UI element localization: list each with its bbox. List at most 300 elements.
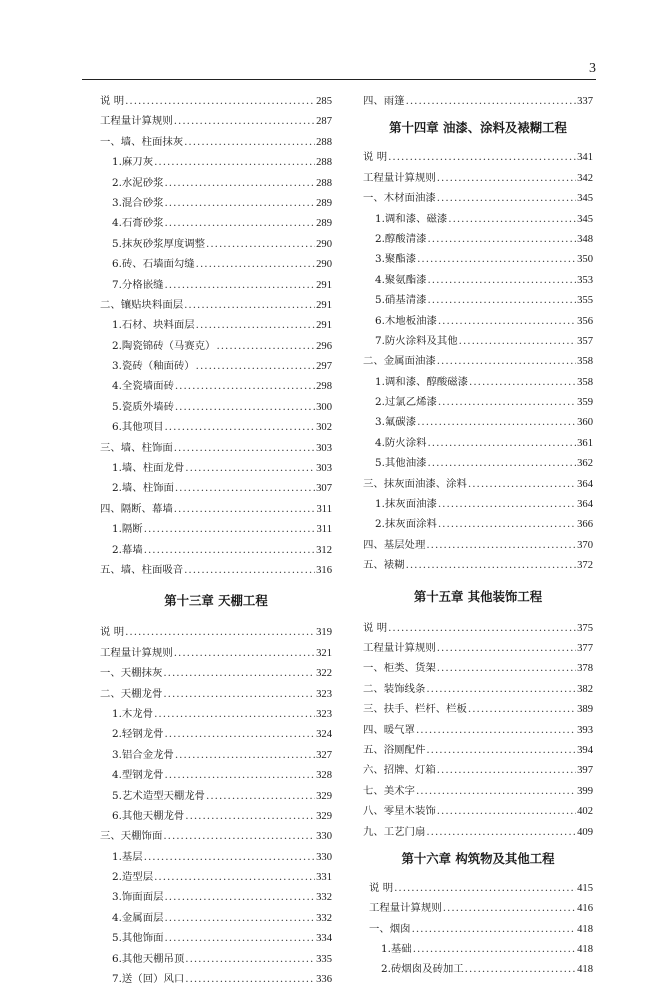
toc-entry-page: 288 (316, 157, 332, 169)
dot-leader (417, 412, 576, 432)
toc-entry-page: 378 (577, 663, 593, 675)
toc-entry (100, 684, 332, 704)
toc-entry (369, 878, 593, 898)
toc-entry-label: 4.聚氨酯漆 (375, 273, 427, 286)
toc-entry-page: 322 (316, 668, 332, 680)
toc-entry (363, 740, 593, 760)
toc-entry (363, 290, 593, 310)
toc-entry (363, 209, 593, 229)
toc-entry-page: 399 (577, 785, 593, 797)
dot-leader (406, 91, 577, 111)
dot-leader (438, 494, 576, 514)
dot-leader (469, 372, 576, 392)
toc-entry-page: 353 (577, 274, 593, 286)
toc-entry-label: 一、天棚抹灰 (100, 667, 163, 680)
toc-entry-page: 316 (316, 564, 332, 576)
dot-leader (164, 887, 315, 907)
toc-entry-page: 291 (316, 279, 332, 291)
dot-leader (164, 275, 315, 295)
toc-entry (100, 560, 332, 580)
toc-entry-label: 说 明 (363, 151, 388, 164)
toc-entry-page: 287 (316, 116, 332, 128)
toc-left-column (100, 91, 332, 989)
toc-entry-page: 291 (316, 320, 332, 332)
toc-entry-page: 334 (316, 933, 332, 945)
toc-entry-label: 4.型钢龙骨 (112, 769, 164, 782)
toc-entry-page: 324 (316, 729, 332, 741)
dot-leader (426, 740, 576, 760)
toc-entry (100, 417, 332, 437)
toc-entry (100, 438, 332, 458)
toc-entry (369, 959, 593, 979)
toc-entry (363, 618, 593, 638)
toc-entry-label: 2.醇酸清漆 (375, 232, 427, 245)
toc-entry-page: 358 (577, 356, 593, 368)
toc-entry (100, 847, 332, 867)
toc-entry-page: 300 (316, 401, 332, 413)
toc-entry-page: 331 (316, 872, 332, 884)
toc-entry-label: 4.金属面层 (112, 911, 164, 924)
dot-leader (443, 898, 576, 918)
toc-entry-label: 说 明 (363, 621, 388, 634)
dot-leader (164, 908, 315, 928)
toc-entry-label: 6.其他天棚龙骨 (112, 809, 185, 822)
toc-entry-label: 一、烟囱 (369, 922, 411, 935)
toc-entry (100, 254, 332, 274)
toc-entry (363, 658, 593, 678)
toc-entry-label: 5.艺术造型天棚龙骨 (112, 789, 206, 802)
dot-leader (437, 760, 576, 780)
toc-entry-label: 1.调和漆、磁漆 (375, 212, 448, 225)
toc-entry-label: 说 明 (369, 881, 394, 894)
toc-entry-label: 一、木材面油漆 (363, 192, 436, 205)
toc-entry-label: 二、装饰线条 (363, 682, 426, 695)
toc-entry-label: 工程量计算规则 (369, 902, 442, 915)
toc-entry (100, 376, 332, 396)
dot-leader (437, 638, 576, 658)
toc-entry (100, 397, 332, 417)
toc-entry (363, 555, 593, 575)
toc-entry (363, 351, 593, 371)
toc-entry-label: 五、裱糊 (363, 559, 405, 572)
toc-entry-label: 4.防火涂料 (375, 436, 427, 449)
toc-entry-page: 290 (316, 238, 332, 250)
toc-entry-label: 工程量计算规则 (100, 115, 173, 128)
dot-leader (406, 555, 577, 575)
toc-entry-page: 332 (316, 912, 332, 924)
dot-leader (196, 315, 315, 335)
page-number: 3 (589, 61, 596, 76)
toc-entry-label: 5.瓷质外墙砖 (112, 400, 174, 413)
dot-leader (154, 152, 315, 172)
chapter-13-title: 第十三章 天棚工程 (164, 593, 268, 609)
toc-entry (363, 822, 593, 842)
dot-leader (438, 514, 576, 534)
toc-entry-label: 工程量计算规则 (363, 641, 436, 654)
toc-entry-label: 5.其他油漆 (375, 457, 427, 470)
toc-entry-label: 7.分格嵌缝 (112, 278, 164, 291)
toc-entry-page: 332 (316, 892, 332, 904)
dot-leader (437, 351, 576, 371)
dot-leader (437, 168, 576, 188)
toc-entry (363, 249, 593, 269)
toc-entry (369, 898, 593, 918)
toc-entry (363, 147, 593, 167)
toc-entry-label: 说 明 (100, 95, 125, 107)
dot-leader (427, 229, 576, 249)
toc-entry-page: 342 (577, 172, 593, 184)
toc-entry-label: 6.其他天棚吊顶 (112, 952, 185, 965)
dot-leader (164, 193, 315, 213)
toc-entry (363, 188, 593, 208)
toc-entry-label: 2.造型层 (112, 871, 154, 884)
toc-entry-page: 337 (577, 96, 593, 107)
dot-leader (437, 658, 576, 678)
toc-entry-label: 6.其他项目 (112, 421, 164, 434)
toc-entry (100, 111, 332, 131)
dot-leader (216, 336, 315, 356)
toc-entry-page: 361 (577, 437, 593, 449)
toc-entry-page: 389 (577, 704, 593, 716)
toc-entry-page: 375 (577, 622, 593, 634)
toc-entry (363, 168, 593, 188)
toc-entry-page: 323 (316, 708, 332, 720)
toc-entry-page: 350 (577, 254, 593, 266)
toc-entry (363, 514, 593, 534)
toc-entry-page: 291 (316, 299, 332, 311)
dot-leader (175, 397, 315, 417)
toc-entry-label: 5.抹灰砂浆厚度调整 (112, 237, 206, 250)
header-rule (82, 79, 596, 80)
toc-entry-label: 二、金属面油漆 (363, 355, 436, 368)
toc-entry-label: 6.木地板油漆 (375, 314, 437, 327)
toc-group (100, 91, 332, 580)
toc-entry-label: 二、镶贴块料面层 (100, 298, 184, 311)
toc-group (363, 878, 593, 980)
dot-leader (164, 765, 315, 785)
toc-entry-page: 289 (316, 218, 332, 230)
toc-entry (100, 356, 332, 376)
toc-entry (100, 908, 332, 928)
dot-leader (175, 745, 315, 765)
dot-leader (448, 209, 576, 229)
toc-group (363, 91, 593, 111)
dot-leader (465, 959, 576, 979)
toc-entry (100, 724, 332, 744)
toc-entry (363, 412, 593, 432)
toc-entry-page: 366 (577, 519, 593, 531)
toc-entry-label: 一、墙、柱面抹灰 (100, 135, 184, 148)
toc-entry-page: 329 (316, 810, 332, 822)
dot-leader (459, 331, 576, 351)
toc-entry-label: 5.其他饰面 (112, 932, 164, 945)
dot-leader (144, 519, 316, 539)
dot-leader (185, 969, 315, 989)
toc-entry (363, 372, 593, 392)
dot-leader (427, 453, 576, 473)
toc-entry-page: 329 (316, 790, 332, 802)
dot-leader (426, 679, 576, 699)
toc-entry-page: 302 (316, 422, 332, 434)
toc-entry-page: 311 (316, 503, 332, 515)
toc-entry (100, 458, 332, 478)
toc-entry-page: 336 (316, 974, 332, 986)
toc-entry-page: 359 (577, 397, 593, 409)
toc-entry-label: 四、基层处理 (363, 538, 426, 551)
toc-entry-label: 2.过氯乙烯漆 (375, 396, 437, 409)
toc-entry (100, 765, 332, 785)
dot-leader (437, 188, 576, 208)
toc-group (100, 622, 332, 989)
toc-entry-label: 八、零星木装饰 (363, 805, 436, 818)
toc-entry-page: 312 (316, 544, 332, 556)
dot-leader (174, 438, 315, 458)
dot-leader (185, 806, 315, 826)
toc-entry-label: 1.墙、柱面龙骨 (112, 462, 185, 475)
toc-entry (100, 234, 332, 254)
dot-leader (125, 91, 315, 111)
toc-entry-label: 三、墙、柱饰面 (100, 441, 173, 454)
toc-right-column (363, 91, 593, 980)
dot-leader (416, 781, 576, 801)
toc-entry-label: 2.水泥砂浆 (112, 176, 164, 189)
toc-entry (100, 275, 332, 295)
toc-entry-page: 409 (577, 826, 593, 838)
toc-entry-page: 377 (577, 642, 593, 654)
toc-entry-label: 5.硝基清漆 (375, 294, 427, 307)
dot-leader (174, 643, 315, 663)
toc-entry-page: 416 (577, 903, 593, 915)
dot-leader (185, 458, 315, 478)
toc-entry (100, 336, 332, 356)
toc-entry-page: 345 (577, 193, 593, 205)
toc-entry (363, 311, 593, 331)
toc-entry-page: 311 (316, 524, 332, 536)
toc-entry (100, 152, 332, 172)
toc-entry-page: 418 (577, 944, 593, 956)
toc-entry-page: 319 (316, 627, 332, 639)
toc-entry-page: 364 (577, 478, 593, 490)
toc-entry-label: 4.全瓷墙面砖 (112, 380, 174, 393)
toc-entry-page: 382 (577, 683, 593, 695)
toc-entry-page: 297 (316, 361, 332, 373)
toc-entry-page: 289 (316, 197, 332, 209)
toc-entry-page: 397 (577, 765, 593, 777)
toc-entry-page: 288 (316, 136, 332, 148)
toc-entry-label: 1.抹灰面油漆 (375, 498, 437, 511)
toc-entry (369, 939, 593, 959)
toc-entry-page: 345 (577, 213, 593, 225)
toc-entry-label: 1.调和漆、醇酸磁漆 (375, 375, 469, 388)
dot-leader (125, 622, 315, 642)
toc-entry-page: 418 (577, 964, 593, 976)
toc-entry (363, 679, 593, 699)
toc-entry-label: 2.抹灰面涂料 (375, 518, 437, 531)
toc-entry-page: 328 (316, 770, 332, 782)
toc-entry-page: 370 (577, 539, 593, 551)
toc-entry-page: 362 (577, 458, 593, 470)
toc-entry-page: 402 (577, 806, 593, 818)
toc-group (363, 618, 593, 842)
toc-entry-page: 418 (577, 923, 593, 935)
toc-entry (363, 638, 593, 658)
dot-leader (413, 939, 576, 959)
dot-leader (468, 474, 576, 494)
dot-leader (164, 928, 315, 948)
dot-leader (164, 417, 315, 437)
toc-entry-label: 工程量计算规则 (100, 646, 173, 659)
toc-entry-label: 3.聚酯漆 (375, 253, 417, 266)
toc-entry-page: 393 (577, 724, 593, 736)
toc-entry-page: 323 (316, 688, 332, 700)
toc-entry-label: 三、天棚饰面 (100, 830, 163, 843)
toc-entry (100, 478, 332, 498)
toc-entry-label: 九、工艺门扇 (363, 825, 426, 838)
dot-leader (163, 684, 315, 704)
toc-entry (100, 193, 332, 213)
dot-leader (206, 234, 315, 254)
toc-entry-label: 三、扶手、栏杆、栏板 (363, 703, 467, 716)
toc-entry-page: 330 (316, 851, 332, 863)
toc-entry-page: 296 (316, 340, 332, 352)
toc-entry (100, 519, 332, 539)
toc-entry-page: 303 (316, 442, 332, 454)
dot-leader (184, 295, 315, 315)
toc-entry (100, 173, 332, 193)
toc-entry (100, 826, 332, 846)
toc-entry-label: 一、柜类、货架 (363, 662, 436, 675)
dot-leader (154, 704, 315, 724)
chapter-14-title: 第十四章 油漆、涂料及裱糊工程 (389, 120, 567, 136)
toc-entry (363, 433, 593, 453)
toc-entry (100, 213, 332, 233)
dot-leader (417, 249, 576, 269)
toc-entry-label: 2.陶瓷锦砖（马赛克） (112, 339, 216, 352)
dot-leader (438, 311, 576, 331)
toc-entry-label: 7.防火涂料及其他 (375, 334, 458, 347)
toc-entry (100, 132, 332, 152)
dot-leader (416, 720, 576, 740)
toc-entry-page: 341 (577, 152, 593, 164)
toc-entry (363, 474, 593, 494)
toc-entry-label: 1.麻刀灰 (112, 156, 154, 169)
toc-entry-label: 3.饰面面层 (112, 891, 164, 904)
toc-entry-page: 372 (577, 560, 593, 572)
toc-entry-label: 三、抹灰面油漆、涂料 (363, 477, 467, 490)
toc-entry (363, 494, 593, 514)
toc-entry (100, 928, 332, 948)
dot-leader (174, 499, 316, 519)
toc-entry-page: 360 (577, 417, 593, 429)
toc-entry-page: 364 (577, 499, 593, 511)
toc-entry (100, 663, 332, 683)
chapter-15-title: 第十五章 其他装饰工程 (413, 588, 543, 604)
toc-entry-page: 321 (316, 647, 332, 659)
toc-entry (100, 295, 332, 315)
toc-entry-label: 工程量计算规则 (363, 171, 436, 184)
toc-entry (100, 969, 332, 989)
toc-entry (100, 540, 332, 560)
dot-leader (427, 290, 576, 310)
dot-leader (164, 173, 315, 193)
toc-entry (100, 704, 332, 724)
toc-entry (363, 720, 593, 740)
dot-leader (164, 213, 315, 233)
toc-entry-label: 五、浴厕配件 (363, 743, 426, 756)
dot-leader (426, 822, 576, 842)
toc-entry (100, 887, 332, 907)
toc-entry-page: 348 (577, 233, 593, 245)
toc-entry-page: 357 (577, 335, 593, 347)
chapter-16-title: 第十六章 构筑物及其他工程 (401, 850, 555, 866)
toc-entry-label: 四、隔断、幕墙 (100, 502, 173, 515)
dot-leader (468, 699, 576, 719)
dot-leader (427, 433, 576, 453)
dot-leader (174, 111, 315, 131)
dot-leader (196, 254, 315, 274)
toc-entry (100, 786, 332, 806)
dot-leader (196, 356, 315, 376)
toc-entry-page: 290 (316, 259, 332, 271)
toc-entry-label: 2.墙、柱饰面 (112, 482, 174, 495)
toc-entry-page: 355 (577, 295, 593, 307)
toc-entry-page: 356 (577, 315, 593, 327)
toc-entry-page: 358 (577, 376, 593, 388)
toc-entry (363, 535, 593, 555)
toc-entry-page: 288 (316, 177, 332, 189)
toc-entry (363, 229, 593, 249)
dot-leader (144, 540, 315, 560)
toc-entry (363, 760, 593, 780)
toc-entry-label: 五、墙、柱面吸音 (100, 563, 184, 576)
dot-leader (163, 826, 315, 846)
dot-leader (388, 618, 576, 638)
dot-leader (185, 949, 315, 969)
dot-leader (206, 786, 315, 806)
toc-entry (363, 392, 593, 412)
toc-entry-label: 1.石材、块料面层 (112, 319, 195, 332)
dot-leader (437, 801, 576, 821)
toc-entry (363, 331, 593, 351)
toc-entry-label: 四、雨篷 (363, 95, 405, 107)
toc-entry-label: 2.砖烟囱及砖加工 (381, 963, 464, 976)
toc-entry-label: 七、美术字 (363, 784, 415, 797)
dot-leader (412, 919, 577, 939)
toc-entry-label: 1.基层 (112, 850, 143, 863)
toc-entry (100, 315, 332, 335)
toc-entry-label: 四、暖气罩 (363, 723, 415, 736)
toc-entry-label: 说 明 (100, 626, 125, 639)
toc-entry (100, 867, 332, 887)
dot-leader (144, 847, 315, 867)
toc-entry (363, 699, 593, 719)
toc-entry-label: 3.氟碳漆 (375, 416, 417, 429)
toc-entry-page: 307 (316, 483, 332, 495)
toc-group (363, 147, 593, 575)
dot-leader (426, 535, 576, 555)
toc-entry-label: 7.送（回）风口 (112, 973, 185, 986)
toc-entry (369, 919, 593, 939)
toc-entry (363, 781, 593, 801)
toc-entry-label: 4.石膏砂浆 (112, 217, 164, 230)
toc-entry-label: 3.混合砂浆 (112, 196, 164, 209)
dot-leader (438, 392, 576, 412)
toc-entry (363, 801, 593, 821)
toc-entry (363, 453, 593, 473)
toc-entry-page: 330 (316, 831, 332, 843)
dot-leader (394, 878, 576, 898)
dot-leader (184, 560, 315, 580)
